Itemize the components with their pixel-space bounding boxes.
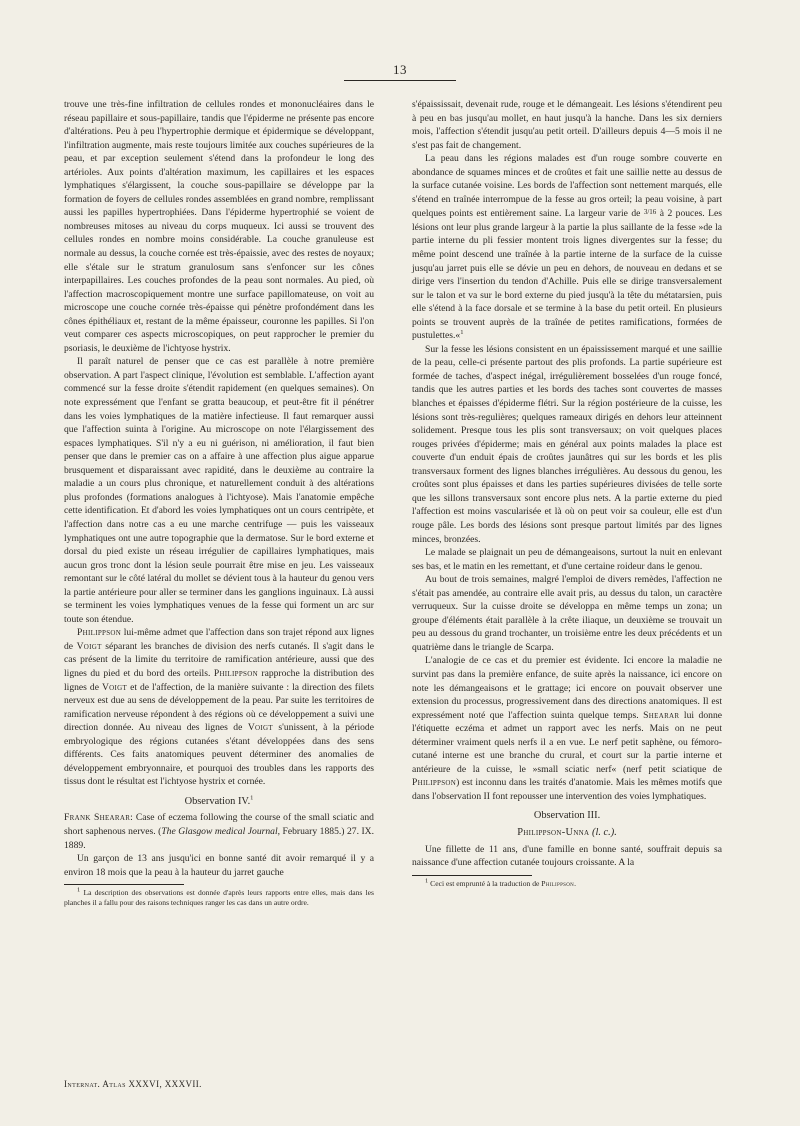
citation: Frank Shearar: Case of eczema following the course of the small sciatic and short saphenous nerves. (The Glasgow medical Journal, February 1885.) 27. IX. 1889. [64,812,374,851]
footnote: $^1$ La description des observations est donnée d'après leurs rapports entre elles, mais dans les planches il a fallu pour des raisons techniques ranger les cas dans un autre ordre. [64,886,374,908]
footnote-rule [412,875,532,876]
footnote: $^1$ Ceci est emprunté à la traduction de Philippson. [425,877,576,888]
journal-title: The Glasgow medical Journal, [161,825,281,837]
author-name: Philippson-Unna [517,826,590,838]
footnote-rule [64,884,184,885]
body-paragraph: Philippson lui-même admet que l'affection dans son trajet répond aux lignes de Voigt séparant les branches de division des nerfs cutanés. Il s'agit dans le cas présent de la limite du territoire de ramification antérieure, aussi que des lignes du pied et du bord des orteils. Philippson rapproche la distribution des lignes de Voigt et de l'affection, de la manière suivante : la direction des filets nerveux est due au sens de développement de la peau. Par suite les territoires de ramification nerveuse répondent à des régions où ce développement a suivi une direction donnée. Au niveau des lignes de Voigt s'unissent, à la période embryologique des régions cutanées s'étant développées dans des sens différents. Ces faits anatomiques peuvent déterminer des anomalies de développement embryonnaire, et pourquoi des troubles dans les rapports des tissus dont le résultat est l'ichtyose hystrix et cornée. [64,627,374,788]
body-paragraph: Le malade se plaignait un peu de démangeaisons, surtout la nuit en enlevant ses bas, et le matin en les remettant, et d'une certaine roideur dans le genou. [412,547,722,572]
body-paragraph: Une fillette de 11 ans, d'une famille en bonne santé, souffrait depuis sa naissance d'une affection cutanée toujours croissante. A la [412,843,722,869]
body-paragraph: Sur la fesse les lésions consistent en un épaississement marqué et une saillie de la peau, celle-ci présente partout des plis profonds. La partie supérieure est formée de taches, d'aspect inégal, irrégulièrement bosselées d'un rouge foncé, tandis que les autres parties et les bords des taches sont couvertes de masses blanches et épaisses d'épiderme flétri. Sur la région postérieure de la cuisse, les lésions sont très-regulières; quelques rameaux dirigés en dehors leur atteinnent solidement. Presque tous les plis sont transversaux; on voit quelques places rouges privées d'épiderme; mais en général aux points malades la place est couverte d'un enduit épais de croûtes jaunâtres qui sur les bords et les plis transversaux forment des lignes blanches irrégulières. Au dessous du genou, les croûtes sont plus épaisses et dans les parties supérieures divisées de telle sorte que les sillons transversaux sont encore plus nets. A la partie externe du pied l'affection est moins vascularisée et là où on peut voir sa couleur, elle est d'un rouge pâle. Les bords des lésions sont presque partout limités par des lignes minces, bronzées. [412,343,722,545]
author-name: Voigt [247,722,273,734]
fraction: 3/16 [643,208,657,217]
header-rule [344,80,456,81]
body-paragraph: Au bout de trois semaines, malgré l'emploi de divers remèdes, l'affection ne s'était pas amendée, au contraire elle avait pris, au dessus du talon, un caractère verruqueux. Sur la cuisse droite se développa en même temps un zona; un groupe d'éléments était parallèle à la crête iliaque, un deuxième se trouvait un peu au dessous du grand trochanter, un troisième entre les deux précédents et un quatrième dans le triangle de Scarpa. [412,574,722,653]
author-name: Voigt [101,681,128,693]
body-paragraph: L'analogie de ce cas et du premier est évidente. Ici encore la maladie ne survint pas dans la première enfance, de suite après la naissance, ici encore on note les démangeaisons et le grattage; ici encore on pouvait observer une extension du processus, progressivement dans des directions anatomiques. Il est expressément noté que l'affection suinta quelque temps. Shearar lui donne l'étiquette eczéma et admet un rapport avec les nerfs. Mais on ne peut déterminer vraiment quels nerfs il a en vue. Le nerf petit saphène, ou fémoro-cutané interne est une branche du crural, et court sur la partie interne et antérieure de la cuisse, le »small sciatic nerf« (nerf petit sciatique de Philippson) est inconnu dans les traités d'anatomie. Mais les mêmes motifs que dans l'observation II font repousser une intervention des voies lymphatiques. [412,655,722,802]
author-name: Philippson [213,667,258,679]
body-paragraph: La peau dans les régions malades est d'un rouge sombre couverte en abondance de squames minces et de croûtes et fait une saillie nette au dessus de la surface cutanée voisine. Les bords de l'affection sont nettement marqués, elle s'étend en traînée interrompue de la fesse au gros orteil; la peau voisine, à part quelques points est entièrement saine. La largeur varie de $^{3/16}$ à 2 pouces. Les lésions ont leur plus grande largeur à la partie la plus saillante de la fesse »de la partie interne du pli fessier montent trois lignes divergentes sur la fesse; du même point descend une traînée à la partie interne de la surface de la cuisse jusqu'au jarret puis elle se dévie un peu en dehors, de nouveau en dedans et se dirige vers l'insertion du tendon d'Achille. Puis elle se dirige transversalement sur le talon et va sur le bord externe du pied jusqu'à la tête du métatarsien, puis elle s'étend à la face dorsale et se termine à la base du petit orteil. En plusieurs points se trouvent auprès de la traînée de petites ramifications, formées de pustulettes.«$^1$ [412,153,722,342]
body-paragraph: Un garçon de 13 ans jusqu'ici en bonne santé dit avoir remarqué il y a environ 18 mois que la peau à la hauteur du jarret gauche [64,853,374,878]
signature-line: Internat. Atlas XXXVI, XXXVII. [64,1079,202,1089]
observation-heading: Observation IV.$^1$ [184,794,254,807]
body-paragraph: Il paraît naturel de penser que ce cas est parallèle à notre première observation. A part l'aspect clinique, l'évolution est semblable. L'affection ayant commencé sur la fesse droite s'étendit rapidement (en quelques semaines). On note expressément que l'enfant se gratta beaucoup, et peut-être fit il pénétrer dans les voies lymphatiques de la matière infectieuse. Il faut remarquer aussi que l'affection suinta à l'origine. Au microscope on note l'élargissement des espaces lymphatiques. S'il n'y a eu ni guérison, ni amélioration, il faut bien penser que dans le premier cas on a affaire à une affection plus aigue apparue brusquement et disparaissant avec rapidité, dans le deuxième au contraire la maladie a un cours plus chronique, et naturellement conduit à des altérations plus profondes (formations analogues à l'ichtyose). Mais l'anatomie empêche cette identification. Et d'abord les voies lymphatiques ont un cours centripète, et l'affection dans notre cas a eu une marche centrifuge — puis les vaisseaux lymphatiques ont une autre topographie que la dermatose. Sur le bord externe et dorsal du pied existe un réseau irrégulier de capillaires lymphatiques, mais aucun gros tronc dont la lésion seule pourrait être mise en jeu. Les vaisseaux remontant sur le côté latéral du mollet se dévient tous à la hauteur du genou vers la partie antérieure pour aller se terminer dans les ganglions inguinaux. Là aussi se terminent les voies lymphatiques venues de la fesse qui forment un arc sur toute son étendue. [64,356,374,625]
author-name: Frank Shearar [64,812,131,824]
body-paragraph: trouve une très-fine infiltration de cellules rondes et mononucléaires dans le réseau papillaire et sous-papillaire, tandis que l'épiderme ne présente pas encore d'altérations. Peu à peu l'hypertrophie dermique et épidermique se développant, l'infiltration augmente, mais reste toujours limitée aux couches supérieures de la peau, et par exception seulement s'étend dans la profondeur le long des artérioles. Aux points d'altération maximum, les capillaires et les espaces lymphatiques s'élargissent, la couche sous-papillaire se développe par la formation de foyers de cellules rondes assemblées en grand nombre, remplissant aussi les papilles hypertrophiées. Dans l'épiderme hypertrophié se voient de nombreuses mitoses au niveau du corps muqueux. Ici aussi se trouvent des cellules rondes en nombre moins considérable. La couche granuleuse est normale au dessus, la couche cornée est très-épaissie, avec des restes de noyaux; elle s'étale sur le stratum granulosum sans s'enfoncer sur les cônes interpapillaires. Les couches profondes de la peau sont normales. Au pied, où l'affection macroscopiquement montre une surface papillomateuse, on voit au microscope une couche cornée très-épaisse qui pénètre profondément dans les cônes épithéliaux et, restant de la même épaisseur, couronne les papilles. Si l'on veut comparer ces aspects microscopiques, on peut rapprocher le premier du psoriasis, le deuxième de l'ichtyose hystrix. [64,99,374,354]
page-number: 13 [393,62,407,77]
author-name: Shearar [643,709,680,721]
author-name: Voigt [76,640,102,652]
author-name: Philippson [77,627,122,639]
observation-heading: Observation III. [533,810,601,822]
left-column [64,98,374,908]
observation-source: Philippson-Unna (l. c.). [517,826,617,838]
author-name: Philippson [412,777,457,789]
body-paragraph: s'épaississait, devenait rude, rouge et le démangeait. Les lésions s'étendirent peu à peu en bas jusqu'au mollet, en haut jusqu'à la hanche. Dans les six derniers mois, l'affection s'étendit jusqu'au petit orteil. D'ailleurs depuis 4—5 mois il ne s'est pas fait de changement. [412,99,722,151]
right-column [412,98,722,889]
